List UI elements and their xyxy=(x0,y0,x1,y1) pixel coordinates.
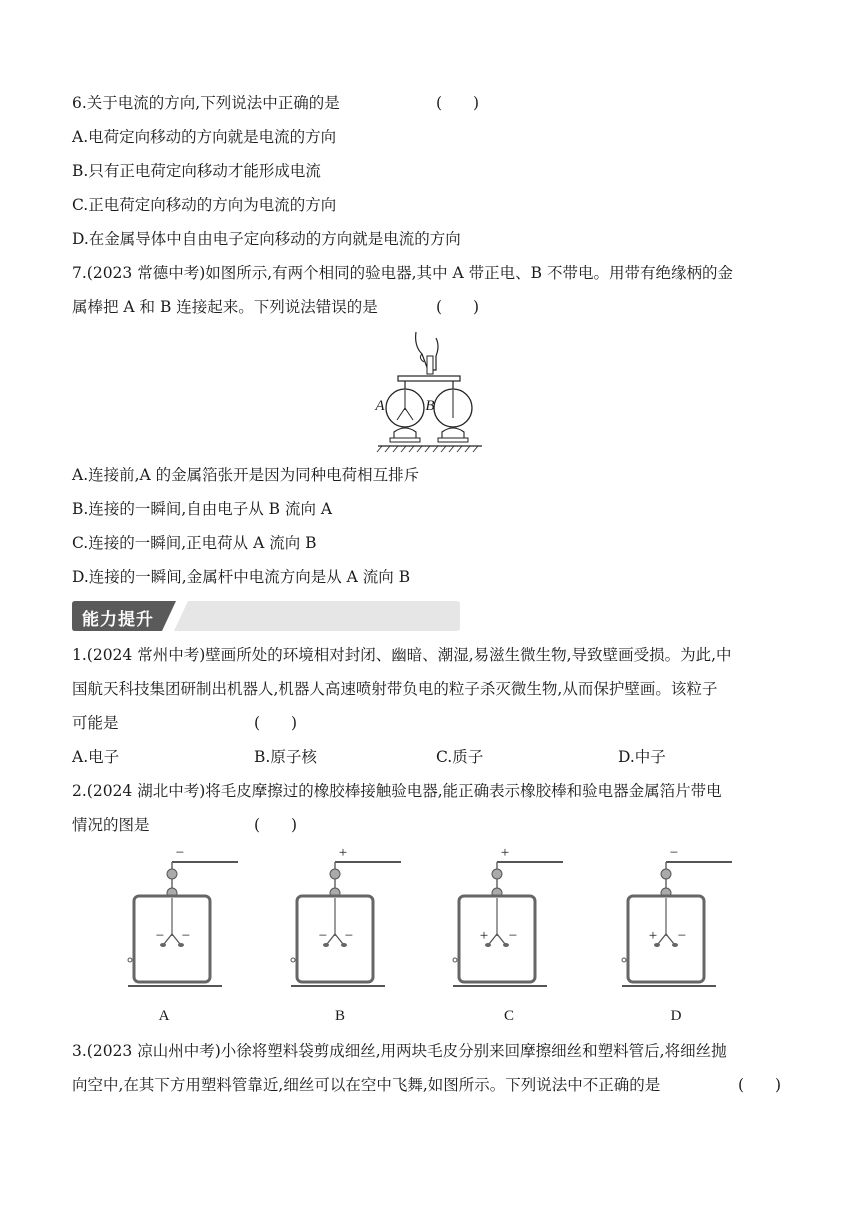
q6-option-d: D.在金属导体中自由电子定向移动的方向就是电流的方向 xyxy=(72,230,461,248)
section-header-tag xyxy=(72,601,188,631)
q7-label-b: B xyxy=(425,398,435,414)
p2-figure-d xyxy=(616,845,742,1024)
p2-stem-line1: 2.(2024 湖北中考)将毛皮摩擦过的橡胶棒接触验电器,能正确表示橡胶棒和验电器金属箔片带电 xyxy=(72,782,722,800)
p3-stem-line2: 向空中,在其下方用塑料管靠近,细丝可以在空中飞舞,如图所示。下列说法中不正确的是 xyxy=(72,1076,661,1094)
p2-c-left-leaf-sign: + xyxy=(479,928,489,944)
q6-stem: 6.关于电流的方向,下列说法中正确的是 xyxy=(72,94,340,112)
q6-option-b: B.只有正电荷定向移动才能形成电流 xyxy=(72,162,321,180)
p1-option-b: B.原子核 xyxy=(254,748,317,766)
q7-electroscope-figure xyxy=(370,328,490,458)
p2-d-label: D xyxy=(670,1008,682,1024)
p2-b-rod-sign: + xyxy=(338,845,348,861)
p3-stem-line1: 3.(2023 凉山州中考)小徐将塑料袋剪成细丝,用两块毛皮分别来回摩擦细丝和塑料管后,将细丝抛 xyxy=(72,1042,727,1060)
q7-stem-line1: 7.(2023 常德中考)如图所示,有两个相同的验电器,其中 A 带正电、B 不带电。用带有绝缘柄的金 xyxy=(72,264,733,282)
p2-a-rod-sign: − xyxy=(175,845,185,861)
p2-figure-c xyxy=(447,845,573,1024)
q7-option-a: A.连接前,A 的金属箔张开是因为同种电荷相互排斥 xyxy=(72,466,420,484)
q7-answer-paren: ( ) xyxy=(436,298,480,316)
p1-option-c: C.质子 xyxy=(436,748,484,766)
p1-stem-line1: 1.(2024 常州中考)壁画所处的环境相对封闭、幽暗、潮湿,易滋生微生物,导致壁画受损。为此,中 xyxy=(72,646,732,664)
p2-a-right-leaf-sign: − xyxy=(181,928,191,944)
p1-answer-paren: ( ) xyxy=(254,714,298,732)
p2-b-left-leaf-sign: − xyxy=(318,928,328,944)
q7-option-b: B.连接的一瞬间,自由电子从 B 流向 A xyxy=(72,500,333,518)
p2-d-rod-sign: − xyxy=(669,845,679,861)
p2-answer-paren: ( ) xyxy=(254,816,298,834)
p2-figure-b xyxy=(285,845,411,1024)
p1-stem-line2: 国航天科技集团研制出机器人,机器人高速喷射带负电的粒子杀灭微生物,从而保护壁画。该粒子 xyxy=(72,680,718,698)
p2-c-right-leaf-sign: − xyxy=(508,928,518,944)
p2-c-rod-sign: + xyxy=(500,845,510,861)
p1-option-d: D.中子 xyxy=(618,748,666,766)
p2-a-label: A xyxy=(158,1008,170,1024)
p1-option-a: A.电子 xyxy=(72,748,120,766)
p1-stem-line3: 可能是 xyxy=(72,714,119,732)
q7-option-c: C.连接的一瞬间,正电荷从 A 流向 B xyxy=(72,534,317,552)
q7-figure-drawing xyxy=(370,328,490,458)
q7-stem-line2: 属棒把 A 和 B 连接起来。下列说法错误的是 xyxy=(72,298,378,316)
p2-figure-a xyxy=(122,845,248,1024)
section-title: 能力提升 xyxy=(82,610,154,630)
p2-d-left-leaf-sign: + xyxy=(648,928,658,944)
p2-d-right-leaf-sign: − xyxy=(677,928,687,944)
q7-option-d: D.连接的一瞬间,金属杆中电流方向是从 A 流向 B xyxy=(72,568,411,586)
p2-b-right-leaf-sign: − xyxy=(344,928,354,944)
p3-answer-paren: ( ) xyxy=(738,1076,782,1094)
p2-c-label: C xyxy=(503,1008,514,1024)
q6-option-a: A.电荷定向移动的方向就是电流的方向 xyxy=(72,128,337,146)
q7-label-a: A xyxy=(375,398,385,414)
q6-answer-paren: ( ) xyxy=(436,94,480,112)
p2-a-left-leaf-sign: − xyxy=(155,928,165,944)
q6-option-c: C.正电荷定向移动的方向为电流的方向 xyxy=(72,196,337,214)
p2-stem-line2: 情况的图是 xyxy=(72,816,150,834)
p2-b-label: B xyxy=(334,1008,345,1024)
